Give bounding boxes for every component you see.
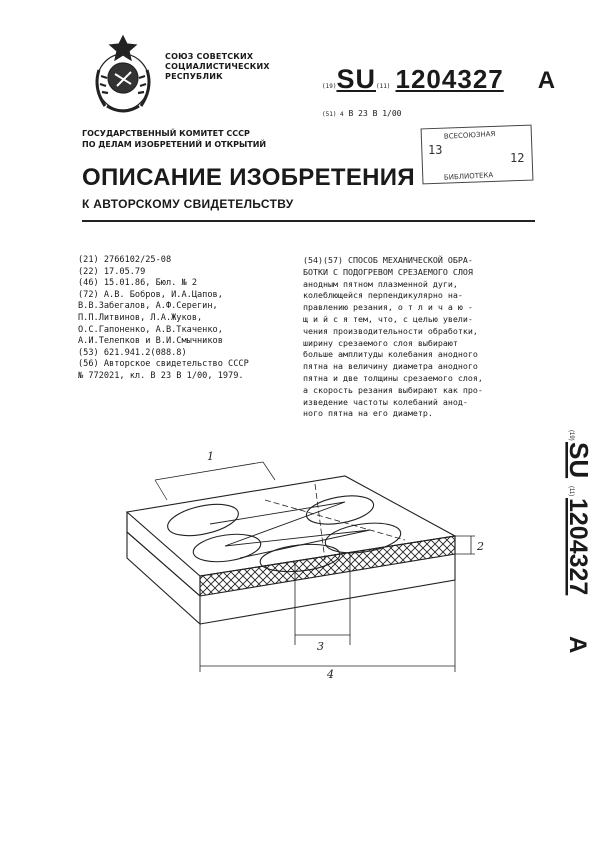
biblio-line: (56) Авторское свидетельство СССР <box>78 359 249 370</box>
side-country-code: SU <box>564 442 594 479</box>
inid-51: (51) 4 <box>322 111 344 118</box>
stamp-number-left: 13 <box>428 143 443 157</box>
document-kind: A <box>537 67 556 94</box>
country-code: SU <box>336 64 376 94</box>
biblio-line: № 772021, кл. B 23 B 1/00, 1979. <box>78 370 244 381</box>
header-divider <box>82 220 535 222</box>
inid-19: (19) <box>322 83 337 90</box>
country-line: СОЮЗ СОВЕТСКИХ <box>165 52 254 61</box>
document-title: ОПИСАНИЕ ИЗОБРЕТЕНИЯ <box>82 164 415 191</box>
biblio-line: П.П.Литвинов, Л.А.Жуков, <box>78 312 203 323</box>
abstract-line: (54)(57) СПОСОБ МЕХАНИЧЕСКОЙ ОБРА- <box>303 255 473 265</box>
biblio-line: О.С.Гапоненко, А.В.Ткаченко, <box>78 324 223 335</box>
abstract-line: больше амплитуды колебания анодного <box>303 349 478 360</box>
stamp-bottom-text: БИБЛИОТЕКА <box>443 171 494 182</box>
bibliographic-data <box>78 255 303 383</box>
side-patent-label <box>530 430 594 670</box>
side-inid-11: (11) <box>568 486 574 497</box>
side-document-kind: A <box>564 636 591 654</box>
country-line: РЕСПУБЛИК <box>165 72 223 81</box>
country-line: СОЦИАЛИСТИЧЕСКИХ <box>165 62 270 71</box>
committee-line: ГОСУДАРСТВЕННЫЙ КОМИТЕТ СССР <box>82 129 250 138</box>
figure-label-1: 1 <box>207 450 214 463</box>
ipc-code: B 23 B 1/00 <box>348 109 402 118</box>
patent-number: 1204327 <box>395 64 504 94</box>
abstract-line: ного пятна на его диаметр. <box>303 408 433 419</box>
abstract-line: пятна и две толщины срезаемого слоя, <box>303 372 483 383</box>
side-patent-number: 1204327 <box>564 498 592 596</box>
abstract-line: анодным пятном плазменной дуги, <box>303 278 458 289</box>
abstract-line: чения производительности обработки, <box>303 325 478 336</box>
abstract-line: правлению резания, о т л и ч а ю - <box>303 302 473 313</box>
biblio-line: (72) А.В. Бобров, И.А.Цапов, <box>78 289 223 300</box>
side-inid-19: (19) <box>568 430 574 441</box>
committee-line: ПО ДЕЛАМ ИЗОБРЕТЕНИЙ И ОТКРЫТИЙ <box>82 140 267 149</box>
abstract-line: пятна на величину диаметра анодного <box>303 361 478 372</box>
figure-label-2: 2 <box>477 540 484 553</box>
abstract-line: БОТКИ С ПОДОГРЕВОМ СРЕЗАЕМОГО СЛОЯ <box>303 266 473 277</box>
stamp-top-text: ВСЕСОЮЗНАЯ <box>443 130 496 141</box>
publication-number <box>322 64 555 95</box>
committee-block <box>82 128 266 150</box>
biblio-line: А.И.Телепков и В.И.Смычников <box>78 336 223 347</box>
abstract-line: ширину срезаемого слоя выбирают <box>303 337 458 348</box>
abstract-line: а скорость резания выбирают как про- <box>303 384 483 395</box>
document-subtitle: К АВТОРСКОМУ СВИДЕТЕЛЬСТВУ <box>82 197 294 211</box>
figure-label-4: 4 <box>327 668 334 681</box>
abstract-line: изведение частоты колебаний анод- <box>303 396 468 407</box>
library-stamp <box>418 124 536 186</box>
biblio-line: (53) 621.941.2(088.8) <box>78 347 187 358</box>
technical-drawing <box>115 440 515 680</box>
biblio-line: (46) 15.01.86, Бюл. № 2 <box>78 278 197 289</box>
figure-label-3: 3 <box>317 640 324 653</box>
claim-abstract <box>303 255 535 420</box>
inid-11: (11) <box>375 83 391 90</box>
abstract-line: колеблющейся перпендикулярно на- <box>303 290 463 301</box>
country-block <box>165 52 270 82</box>
ipc-class <box>322 109 402 118</box>
biblio-line: В.В.Забегалов, А.Ф.Серегин, <box>78 301 218 312</box>
abstract-line: щ и й с я тем, что, с целью увели- <box>303 313 473 324</box>
stamp-number-right: 12 <box>510 151 525 165</box>
biblio-line: (22) 17.05.79 <box>78 266 146 277</box>
ussr-emblem <box>87 30 159 120</box>
biblio-line: (21) 2766102/25-08 <box>78 255 172 265</box>
